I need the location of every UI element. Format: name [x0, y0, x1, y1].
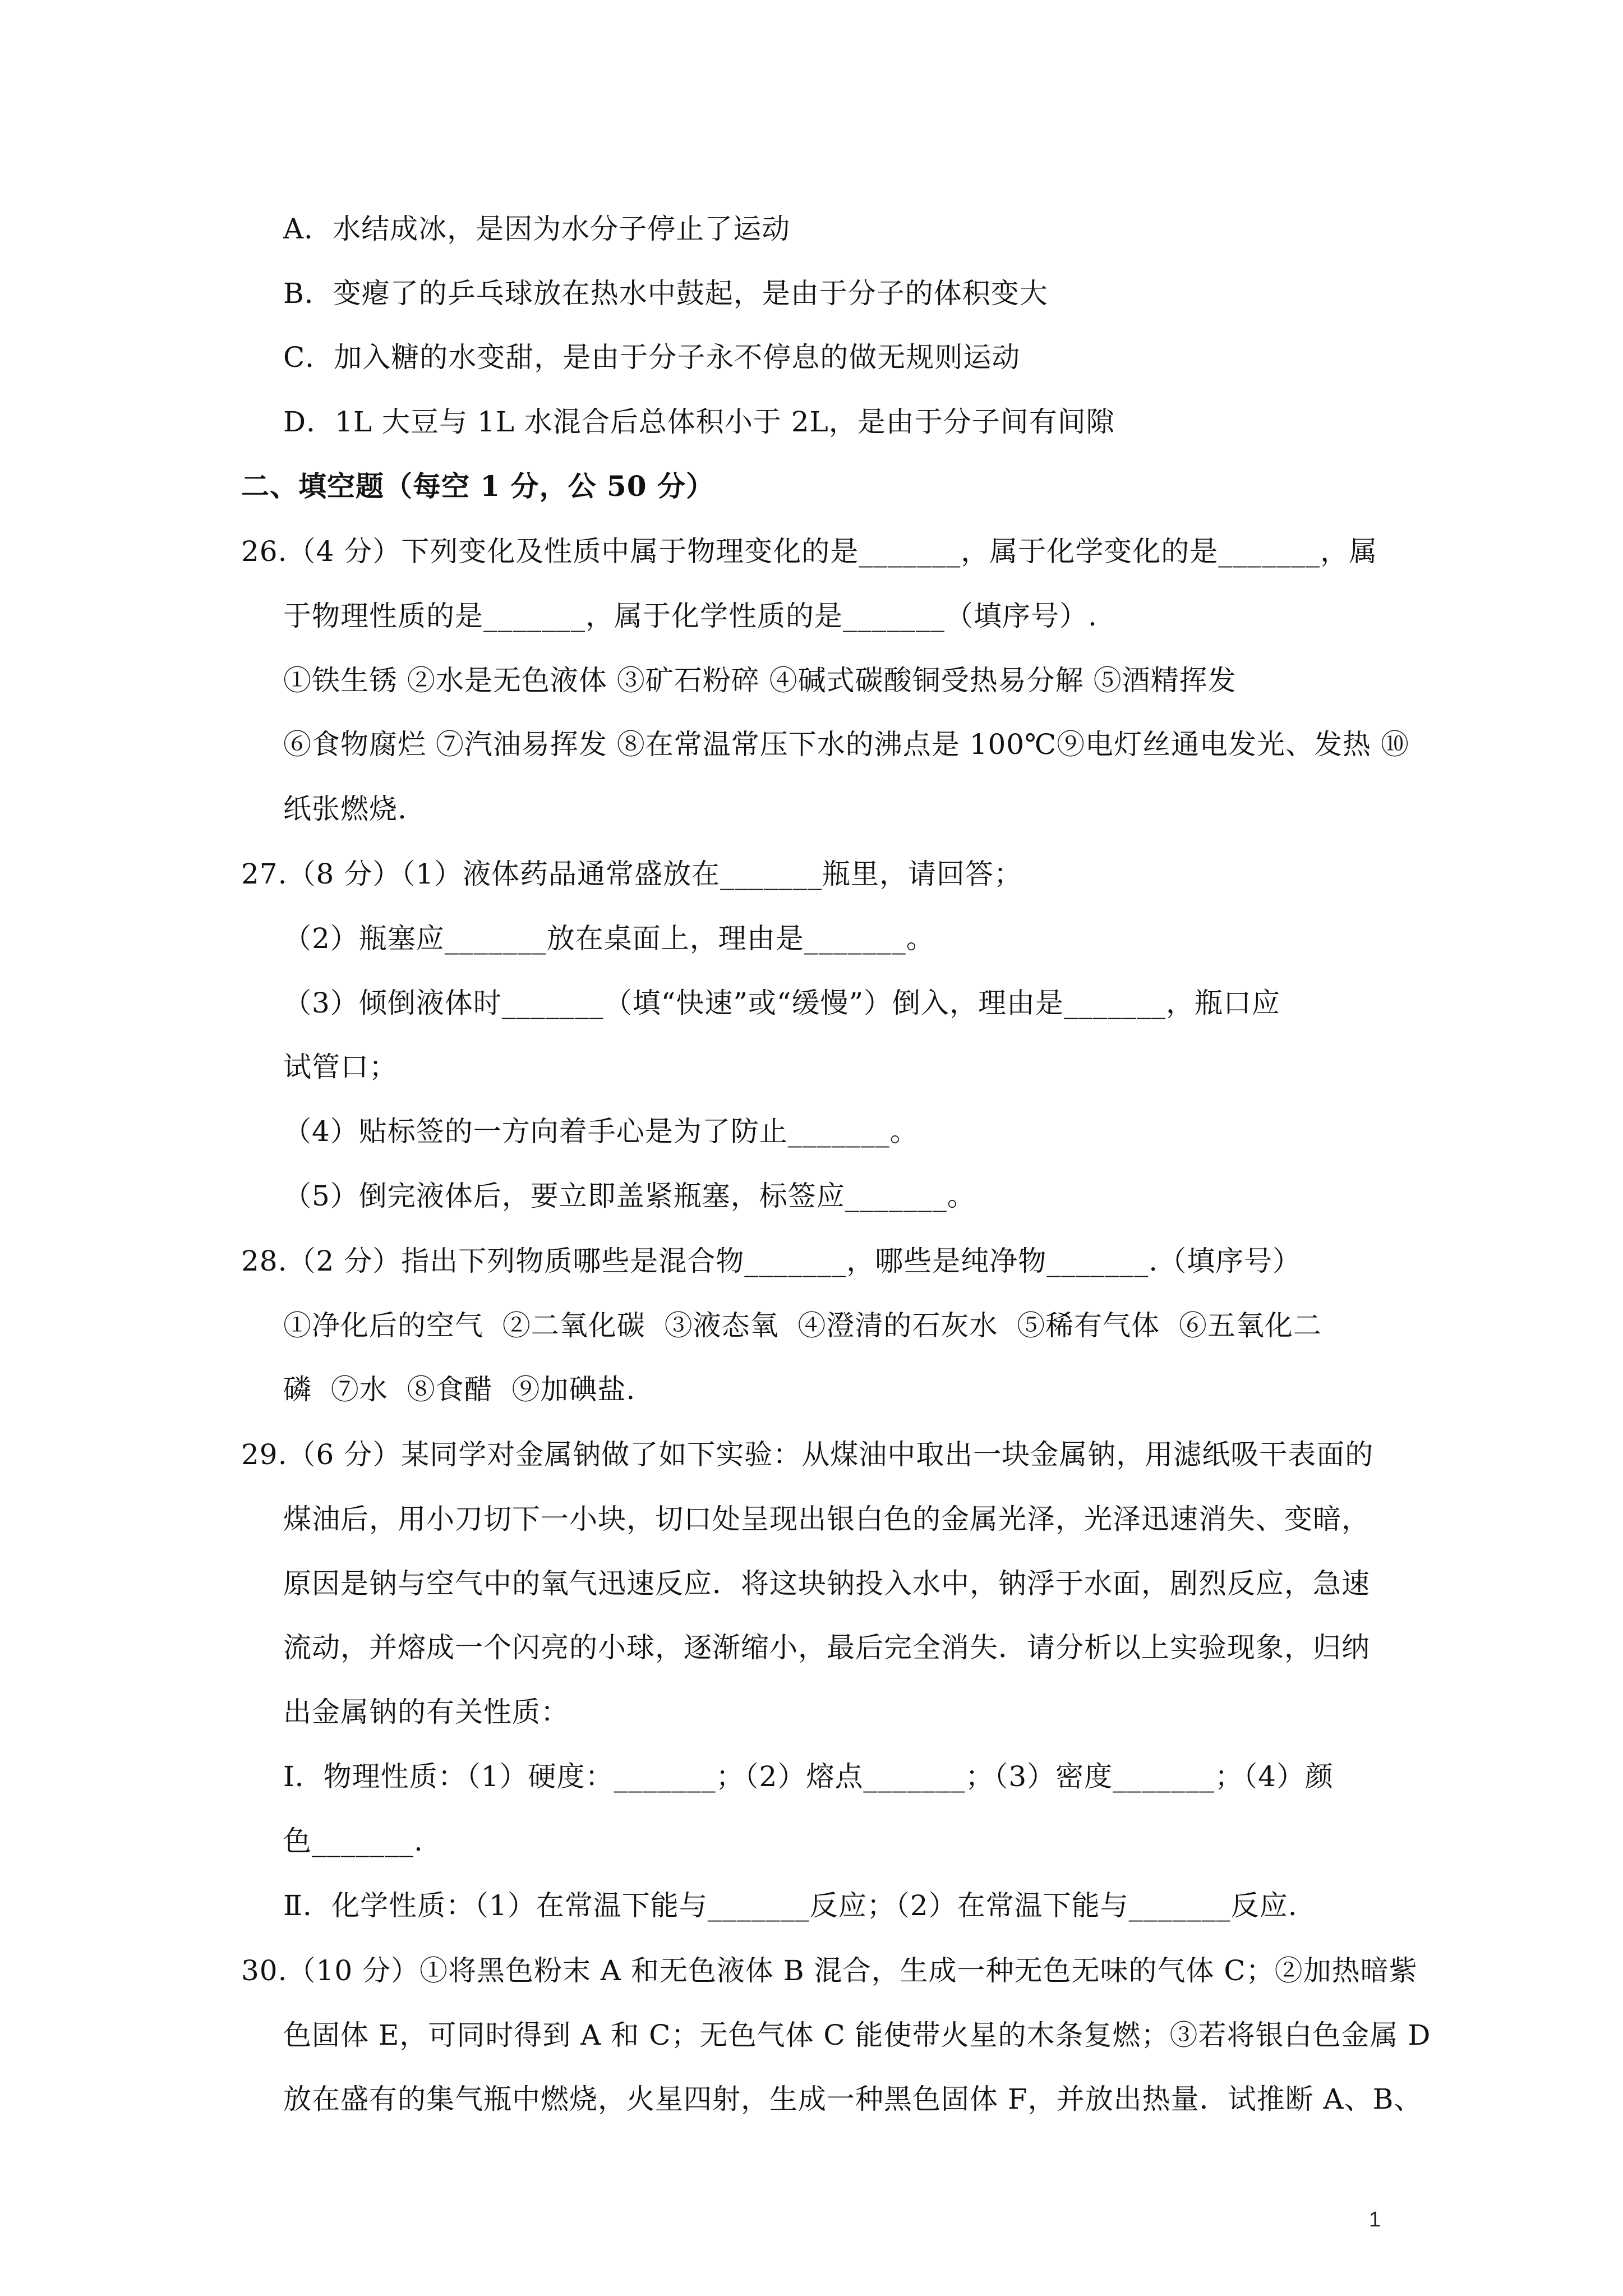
question-29-line-5	[283, 1695, 569, 1729]
question-26-text-1: 26.（4 分）下列变化及性质中属于物理变化的是_______，属于化学变化的是_______，属	[241, 535, 1378, 568]
option-c	[283, 341, 1020, 374]
question-29-text-5: 出金属钠的有关性质：	[283, 1696, 569, 1728]
question-28-items-text-2: 磷 ⑦水 ⑧食醋 ⑨加碘盐.	[283, 1373, 636, 1406]
question-29-line-8	[283, 1889, 1298, 1922]
section-heading	[241, 470, 714, 503]
question-28-items-text-1: ①净化后的空气 ②二氧化碳 ③液态氧 ④澄清的石灰水 ⑤稀有气体 ⑥五氧化二	[283, 1309, 1322, 1342]
question-27-text-4: 试管口；	[283, 1051, 398, 1083]
question-26-items-text-1: ①铁生锈 ②水是无色液体 ③矿石粉碎 ④碱式碳酸铜受热易分解 ⑤酒精挥发	[283, 664, 1237, 697]
question-27-text-1: 27.（8 分）（1）液体药品通常盛放在_______瓶里，请回答；	[241, 858, 1023, 890]
question-26-line-1	[241, 535, 1377, 568]
question-26-items-text-2: ⑥食物腐烂 ⑦汽油易挥发 ⑧在常温常压下水的沸点是 100℃⑨电灯丝通电发光、发热 ⑩	[283, 728, 1409, 761]
question-27-line-4	[283, 1050, 398, 1084]
question-30-text-3: 放在盛有的集气瓶中燃烧，火星四射，生成一种黑色固体 F，并放出热量．试推断 A、B、	[283, 2083, 1423, 2115]
question-29-text-8: Ⅱ．化学性质：（1）在常温下能与_______反应；（2）在常温下能与_______反应.	[283, 1889, 1298, 1922]
question-29-line-6	[283, 1760, 1334, 1793]
question-26-items-3	[283, 792, 407, 826]
question-26-text-2: 于物理性质的是_______，属于化学性质的是_______（填序号）.	[283, 600, 1098, 632]
option-b-text: B．变瘪了的乒乓球放在热水中鼓起，是由于分子的体积变大	[283, 277, 1048, 310]
question-27-line-6	[283, 1179, 976, 1213]
question-27-line-5	[283, 1115, 919, 1148]
option-b	[283, 277, 1048, 310]
question-29-text-7: 色_______.	[283, 1825, 423, 1857]
question-27-text-3: （3）倾倒液体时_______（填“快速”或“缓慢”）倒入，理由是_______，瓶口应	[283, 987, 1281, 1019]
question-27-text-6: （5）倒完液体后，要立即盖紧瓶塞，标签应_______。	[283, 1180, 976, 1212]
question-27-text-5: （4）贴标签的一方向着手心是为了防止_______。	[283, 1115, 919, 1148]
option-a	[283, 212, 790, 246]
question-30-text-1: 30.（10 分）①将黑色粉末 A 和无色液体 B 混合，生成一种无色无味的气体 C；②加热暗紫	[241, 1954, 1418, 1987]
question-29-text-6: I．物理性质：（1）硬度：_______；（2）熔点_______；（3）密度_______；（4）颜	[283, 1760, 1334, 1793]
option-d-text: D．1L 大豆与 1L 水混合后总体积小于 2L，是由于分子间有间隙	[283, 406, 1115, 438]
question-29-text-2: 煤油后，用小刀切下一小块，切口处呈现出银白色的金属光泽，光泽迅速消失、变暗，	[283, 1503, 1370, 1535]
question-29-line-1	[241, 1438, 1373, 1471]
question-30-line-2	[283, 2018, 1431, 2052]
question-29-line-2	[283, 1502, 1370, 1536]
option-c-text: C．加入糖的水变甜，是由于分子永不停息的做无规则运动	[283, 341, 1021, 374]
question-27-line-3	[283, 986, 1280, 1020]
question-29-text-4: 流动，并熔成一个闪亮的小球，逐渐缩小，最后完全消失．请分析以上实验现象，归纳	[283, 1631, 1370, 1664]
page-number: 1	[1369, 2208, 1381, 2231]
question-29-text-3: 原因是钠与空气中的氧气迅速反应．将这块钠投入水中，钠浮于水面，剧烈反应，急速	[283, 1567, 1370, 1600]
question-27-text-2: （2）瓶塞应_______放在桌面上，理由是_______。	[283, 922, 935, 955]
question-30-line-1	[241, 1954, 1418, 1987]
question-29-text-1: 29.（6 分）某同学对金属钠做了如下实验：从煤油中取出一块金属钠，用滤纸吸干表面的	[241, 1438, 1374, 1471]
question-26-items-text-3: 纸张燃烧.	[283, 793, 407, 825]
option-d	[283, 405, 1115, 439]
question-29-line-3	[283, 1567, 1370, 1600]
section-heading-text: 二、填空题（每空 1 分，公 50 分）	[241, 470, 714, 503]
question-28-items-1	[283, 1309, 1322, 1342]
question-29-line-7	[283, 1824, 423, 1858]
question-30-line-3	[283, 2082, 1422, 2116]
option-a-text: A．水结成冰，是因为水分子停止了运动	[283, 213, 791, 245]
question-27-line-2	[283, 922, 935, 955]
question-26-items-1	[283, 664, 1237, 697]
question-30-text-2: 色固体 E，可同时得到 A 和 C；无色气体 C 能使带火星的木条复燃；③若将银白色金属 D	[283, 2019, 1431, 2051]
question-28-line-1	[241, 1244, 1301, 1278]
question-28-text-1: 28.（2 分）指出下列物质哪些是混合物_______，哪些是纯净物_______.（填序号）	[241, 1245, 1302, 1277]
question-26-line-2	[283, 599, 1098, 633]
question-28-items-2	[283, 1373, 635, 1406]
question-29-line-4	[283, 1631, 1370, 1664]
question-26-items-2	[283, 728, 1409, 761]
question-27-line-1	[241, 857, 1022, 891]
